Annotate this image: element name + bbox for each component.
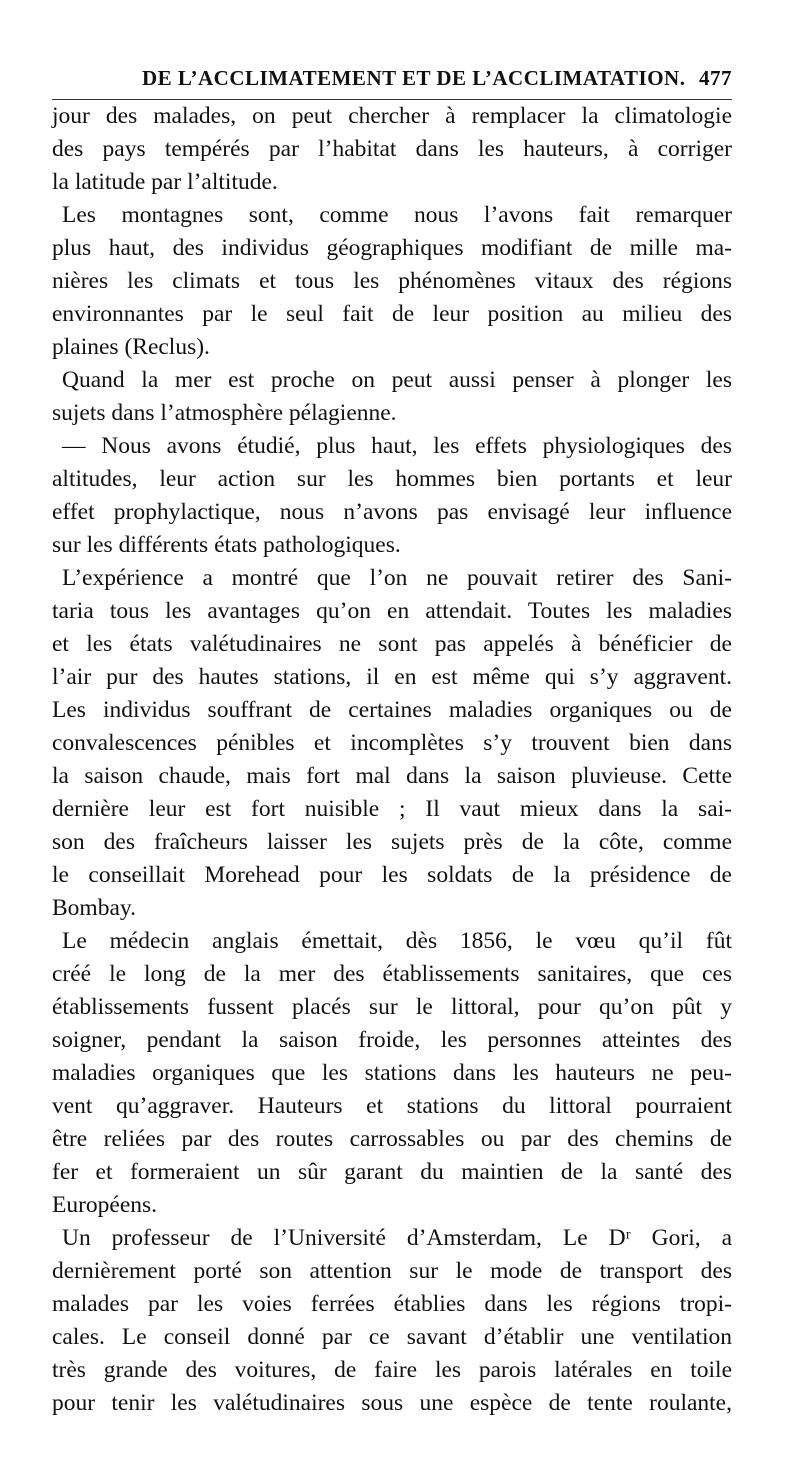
text-line: l’air pur des hautes stations, il en est même qui s’y aggravent. xyxy=(52,664,732,690)
text-line: sur les différents états pathologiques. xyxy=(52,532,401,558)
text-line: environnantes par le seul fait de leur position au milieu des xyxy=(52,301,732,327)
text-line: des pays tempérés par l’habitat dans les hauteurs, à corriger xyxy=(52,136,732,162)
text-line: la saison chaude, mais fort mal dans la saison pluvieuse. Cette xyxy=(52,763,732,789)
body-text xyxy=(52,100,732,1420)
text-line: taria tous les avantages qu’on en attendait. Toutes les maladies xyxy=(52,598,732,624)
text-line: altitudes, leur action sur les hommes bien portants et leur xyxy=(52,466,732,492)
text-line: maladies organiques que les stations dans les hauteurs ne peu- xyxy=(52,1060,732,1086)
text-line: nières les climats et tous les phénomènes vitaux des régions xyxy=(52,268,732,294)
page-number: 477 xyxy=(699,66,732,90)
text-line: et les états valétudinaires ne sont pas appelés à bénéficier de xyxy=(52,631,732,657)
text-line: cales. Le conseil donné par ce savant d’établir une ventilation xyxy=(52,1324,732,1350)
text-line: — Nous avons étudié, plus haut, les effets physiologiques des xyxy=(62,433,732,459)
text-line: Quand la mer est proche on peut aussi penser à plonger les xyxy=(62,367,732,393)
page-header xyxy=(52,60,732,100)
text-line: dernièrement porté son attention sur le mode de transport des xyxy=(52,1258,732,1284)
text-line: vent qu’aggraver. Hauteurs et stations du littoral pourraient xyxy=(52,1093,732,1119)
text-line: Bombay. xyxy=(52,895,136,921)
text-line: très grande des voitures, de faire les parois latérales en toile xyxy=(52,1357,732,1383)
text-line: soigner, pendant la saison froide, les personnes atteintes des xyxy=(52,1027,732,1053)
text-line: Un professeur de l’Université d’Amsterdam, Le Dʳ Gori, a xyxy=(62,1225,732,1251)
text-line: Le médecin anglais émettait, dès 1856, le vœu qu’il fût xyxy=(62,928,732,954)
text-line: convalescences pénibles et incomplètes s’y trouvent bien dans xyxy=(52,730,732,756)
text-line: pour tenir les valétudinaires sous une espèce de tente roulante, xyxy=(52,1390,732,1416)
text-line: fer et formeraient un sûr garant du maintien de la santé des xyxy=(52,1159,732,1185)
text-line: plaines (Reclus). xyxy=(52,334,210,360)
text-line: plus haut, des individus géographiques modifiant de mille ma- xyxy=(52,235,732,261)
text-line: sujets dans l’atmosphère pélagienne. xyxy=(52,400,397,426)
text-line: le conseillait Morehead pour les soldats de la présidence de xyxy=(52,862,732,888)
text-line: son des fraîcheurs laisser les sujets près de la côte, comme xyxy=(52,829,732,855)
text-line: créé le long de la mer des établissements sanitaires, que ces xyxy=(52,961,732,987)
text-line: être reliées par des routes carrossables ou par des chemins de xyxy=(52,1126,732,1152)
text-line: malades par les voies ferrées établies dans les régions tropi- xyxy=(52,1291,732,1317)
text-line: Européens. xyxy=(52,1192,158,1218)
text-line: établissements fussent placés sur le littoral, pour qu’on pût y xyxy=(52,994,732,1020)
text-line: L’expérience a montré que l’on ne pouvait retirer des Sani- xyxy=(62,565,732,591)
text-line: la latitude par l’altitude. xyxy=(52,169,278,195)
text-line: jour des malades, on peut chercher à remplacer la climatologie xyxy=(52,103,732,129)
text-line: effet prophylactique, nous n’avons pas envisagé leur influence xyxy=(52,499,732,525)
text-line: Les individus souffrant de certaines maladies organiques ou de xyxy=(52,697,732,723)
running-title: DE L’ACCLIMATEMENT ET DE L’ACCLIMATATION. xyxy=(142,66,686,90)
text-line: dernière leur est fort nuisible ; Il vaut mieux dans la sai- xyxy=(52,796,732,822)
text-line: Les montagnes sont, comme nous l’avons fait remarquer xyxy=(62,202,732,228)
